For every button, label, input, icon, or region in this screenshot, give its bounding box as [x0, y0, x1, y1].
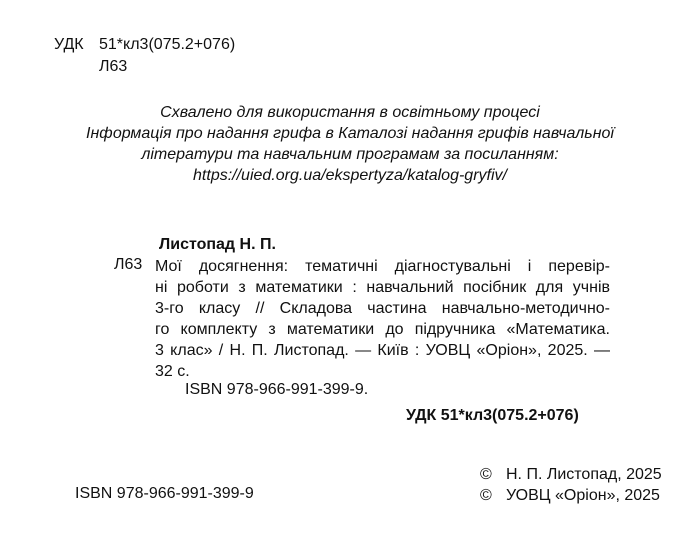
bib-line: го комплекту з математики до підручника «Математика.: [155, 321, 610, 338]
udk-code: 51*кл3(075.2+076): [99, 36, 236, 53]
bib-line: 3 клас» / Н. П. Листопад. — Київ : УОВЦ «Оріон», 2025. —: [155, 342, 610, 359]
copyright-symbol: ©: [480, 466, 492, 483]
isbn-inline: ISBN 978-966-991-399-9.: [185, 381, 369, 398]
copyright-symbol: ©: [480, 487, 492, 504]
copyright-block: [480, 464, 662, 506]
approval-line: літератури та навчальним програмам за посиланням:: [141, 146, 559, 163]
bib-index: Л63: [114, 256, 143, 273]
udk-label: УДК: [54, 36, 84, 53]
bib-line: 3-го класу // Складова частина навчально-методично-: [155, 300, 610, 317]
isbn-footer: ISBN 978-966-991-399-9: [75, 485, 254, 502]
author-name: Листопад Н. П.: [159, 236, 276, 253]
bibliographic-description: [155, 256, 610, 382]
copyright-row: [480, 464, 662, 485]
approval-link: https://uied.org.ua/ekspertyza/katalog-gryfiv/: [193, 167, 507, 184]
author-index: Л63: [99, 58, 128, 75]
bib-line: ні роботи з математики : навчальний посібник для учнів: [155, 279, 610, 296]
bib-line: 32 с.: [155, 363, 190, 380]
copyright-row: [480, 485, 662, 506]
udk-bold: УДК 51*кл3(075.2+076): [406, 407, 579, 424]
bib-line: Мої досягнення: тематичні діагностувальні і перевір-: [155, 258, 610, 275]
approval-line: Інформація про надання грифа в Каталозі надання грифів навчальної: [86, 125, 614, 142]
approval-notice: [0, 102, 700, 186]
copyright-text: УОВЦ «Оріон», 2025: [506, 487, 660, 504]
copyright-text: Н. П. Листопад, 2025: [506, 466, 662, 483]
approval-line: Схвалено для використання в освітньому процесі: [160, 104, 540, 121]
